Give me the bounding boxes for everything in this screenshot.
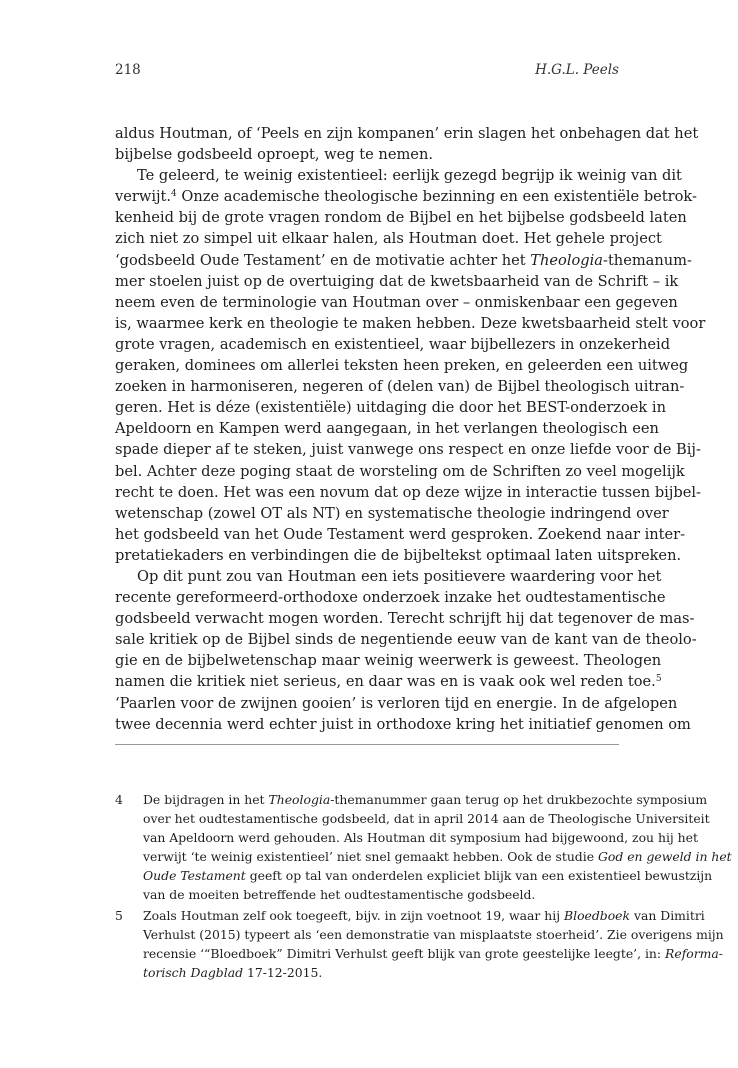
body-line: wetenschap (zowel OT als NT) en systematische theologie indringend over — [115, 504, 669, 522]
footnote-number: 4 — [115, 792, 123, 807]
footnote-line — [143, 790, 708, 809]
body-line: bijbelse godsbeeld oproept, weg te nemen. — [115, 146, 433, 164]
footnote-text-span: geeft op tal van onderdelen expliciet blijk van een existentieel bewustzijn — [245, 868, 713, 883]
page-number: 218 — [115, 62, 141, 78]
body-line: pretatiekaders en verbindingen die de bijbeltekst optimaal laten uitspreken. — [115, 546, 682, 564]
italic-title: Oude Testament — [143, 868, 246, 883]
body-line: het godsbeeld van het Oude Testament werd gesproken. Zoekend naar inter- — [115, 525, 686, 543]
italic-title: Bloedboek — [564, 908, 631, 923]
body-line: geraken, dominees om allerlei teksten heen preken, en geleerden een uitweg — [115, 357, 689, 375]
body-line: bel. Achter deze poging staat de worsteling om de Schriften zo veel mogelijk — [115, 462, 685, 480]
footnote-line — [143, 963, 619, 982]
footnote-line — [143, 906, 705, 925]
body-line: godsbeeld verwacht mogen worden. Terecht schrijft hij dat tegenover de mas- — [115, 610, 695, 628]
footnote-line — [143, 847, 732, 866]
body-line — [115, 671, 662, 692]
body-line: kenheid bij de grote vragen rondom de Bijbel en het bijbelse godsbeeld laten — [115, 209, 687, 227]
body-text-span: Onze academische theologische bezinning en een existentiële betrok- — [176, 188, 697, 206]
footnote — [115, 790, 732, 904]
footnote-text-span: recensie ‘“Bloedboek” Dimitri Verhulst geeft blijk van grote geestelijke leegte’, in: — [143, 946, 666, 961]
italic-title: Theologia — [530, 251, 604, 269]
body-line: Apeldoorn en Kampen werd aangegaan, in het verlangen theologisch een — [115, 420, 659, 438]
body-line: neem even de terminologie van Houtman over – onmiskenbaar een gegeven — [115, 293, 678, 311]
running-head — [115, 62, 619, 82]
footnote-number: 5 — [115, 908, 123, 923]
footnote-text-span: 17-12-2015. — [243, 965, 323, 980]
body-line: zich niet zo simpel uit elkaar halen, als Houtman doet. Het gehele project — [115, 230, 662, 248]
italic-title: Reforma- — [665, 946, 723, 961]
body-line: sale kritiek op de Bijbel sinds de negentiende eeuw van de kant van de theolo- — [115, 631, 697, 649]
italic-title: Theologia — [268, 792, 331, 807]
body-line: recht te doen. Het was een novum dat op deze wijze in interactie tussen bijbel- — [115, 483, 701, 501]
footnote-text-span: -themanummer gaan terug op het drukbezochte symposium — [330, 792, 708, 807]
body-text-span: ‘godsbeeld Oude Testament’ en de motivatie achter het — [115, 251, 531, 269]
footnote-line: Verhulst (2015) typeert als ‘een demonstratie van misplaatste stoerheid’. Zie overigens mijn — [143, 927, 724, 942]
footnote-ref: 4 — [171, 189, 177, 200]
footnote-line — [143, 944, 723, 963]
body-text-span: -themanum- — [603, 251, 692, 269]
body-line: mer stoelen juist op de overtuiging dat de kwetsbaarheid van de Schrift – ik — [115, 272, 679, 290]
body-line — [115, 250, 692, 271]
footnote-text — [143, 790, 732, 904]
body-line: ‘Paarlen voor de zwijnen gooien’ is verloren tijd en energie. In de afgelopen — [115, 694, 678, 712]
body-text-span: verwijt. — [115, 188, 172, 206]
body-text — [115, 123, 706, 735]
body-line: is, waarmee kerk en theologie te maken hebben. Deze kwetsbaarheid stelt voor — [115, 314, 706, 332]
footnote-text-span: van Dimitri — [630, 908, 705, 923]
footnote-line: van Apeldoorn werd gehouden. Als Houtman dit symposium had bijgewoond, zou hij het — [143, 830, 698, 845]
footnote-text-span: Zoals Houtman zelf ook toegeeft, bijv. in zijn voetnoot 19, waar hij — [143, 908, 564, 923]
body-line: Op dit punt zou van Houtman een iets positievere waardering voor het — [137, 567, 662, 585]
footnote-line: van de moeiten betreffende het oudtestamentische godsbeeld. — [143, 887, 536, 902]
footnote-text-span: De bijdragen in het — [143, 792, 269, 807]
footnote-divider — [115, 744, 619, 745]
body-line: twee decennia werd echter juist in orthodoxe kring het initiatief genomen om — [115, 715, 691, 733]
italic-title: torisch Dagblad — [143, 965, 244, 980]
body-line: zoeken in harmoniseren, negeren of (delen van) de Bijbel theologisch uitran- — [115, 378, 685, 396]
body-line: grote vragen, academisch en existentieel, waar bijbellezers in onzekerheid — [115, 335, 671, 353]
body-line: spade dieper af te steken, juist vanwege ons respect en onze liefde voor de Bij- — [115, 441, 701, 459]
footnote-text — [143, 906, 724, 982]
body-line — [115, 186, 697, 207]
body-line: gie en de bijbelwetenschap maar weinig weerwerk is geweest. Theologen — [115, 652, 662, 670]
body-line: Te geleerd, te weinig existentieel: eerlijk gezegd begrijp ik weinig van dit — [137, 167, 682, 185]
footnote — [115, 906, 724, 982]
footnote-text-span: verwijt ‘te weinig existentieel’ niet snel gemaakt hebben. Ook de studie — [143, 849, 598, 864]
body-line: recente gereformeerd-orthodoxe onderzoek inzake het oudtestamentische — [115, 589, 666, 607]
body-line: aldus Houtman, of ‘Peels en zijn kompanen’ erin slagen het onbehagen dat het — [115, 125, 699, 142]
footnotes — [115, 790, 732, 984]
body-line: geren. Het is déze (existentiële) uitdaging die door het BEST-onderzoek in — [115, 399, 666, 417]
body-text-span: namen die kritiek niet serieus, en daar was en is vaak ook wel reden toe. — [115, 673, 656, 691]
running-head-author: H.G.L. Peels — [535, 62, 619, 78]
italic-title: God en geweld in het — [597, 849, 732, 864]
footnote-ref: 5 — [655, 674, 662, 685]
footnote-line: over het oudtestamentische godsbeeld, dat in april 2014 aan de Theologische Universiteit — [143, 811, 710, 826]
footnote-line — [143, 866, 713, 885]
